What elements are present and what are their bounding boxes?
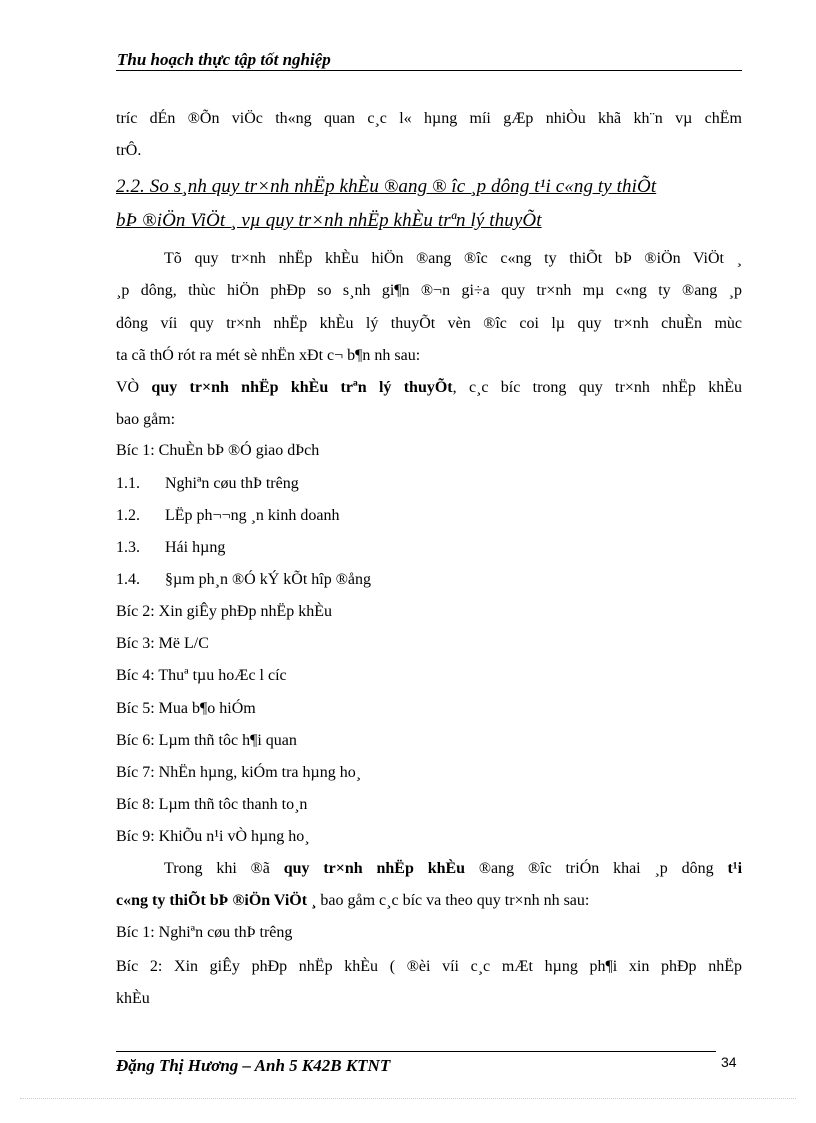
sub-step-number: 1.1. — [116, 475, 140, 492]
paragraph-line: tríc dÉn ®Õn viÖc th«ng quan c¸c l« hµng míi gÆp nhiÒu khã kh¨n vµ chËm — [116, 110, 742, 127]
header-rule — [116, 70, 742, 71]
step-item: Bíc 3: Më L/C — [116, 635, 209, 652]
sub-step-number: 1.2. — [116, 507, 140, 524]
sub-step-item — [116, 538, 742, 558]
bold-text-run: t¹i — [727, 860, 743, 877]
running-header-title: Thu hoạch thực tập tốt nghiệp — [117, 50, 331, 69]
text-run: Trong khi ®ã — [164, 860, 284, 877]
paragraph-line: ta cã thÓ rót ra mét sè nhËn xÐt c¬ b¶n nh sau: — [116, 347, 421, 364]
step-item: Bíc 4: Thuª tµu hoÆc l cíc — [116, 667, 287, 684]
section-heading-line-1: 2.2. So s¸nh quy tr×nh nhËp khÈu ®ang ® îc ¸p dông t¹i c«ng ty thiÕt — [116, 176, 657, 197]
paragraph-line: Tõ quy tr×nh nhËp khÈu hiÖn ®ang ®îc c«ng ty thiÕt bÞ ®iÖn ViÖt ¸ — [164, 250, 742, 267]
bold-text-run: quy tr×nh nhËp khÈu trªn lý thuyÕt — [151, 379, 453, 396]
footer-rule — [116, 1051, 716, 1052]
step-item: Bíc 7: NhËn hµng, kiÓm tra hµng ho¸ — [116, 764, 362, 781]
page-edge-divider — [20, 1098, 796, 1099]
paragraph-line: dông víi quy tr×nh nhËp khÈu lý thuyÕt vèn ®îc coi lµ quy tr×nh chuÈn mùc — [116, 315, 742, 332]
text-run: ®ang ®îc triÓn khai ¸p dông — [465, 860, 728, 877]
sub-step-number: 1.4. — [116, 571, 140, 588]
paragraph-line: bao gåm: — [116, 411, 176, 428]
sub-step-number: 1.3. — [116, 539, 140, 556]
sub-step-text: Hái hµng — [165, 539, 226, 556]
paragraph-line — [164, 859, 742, 879]
bold-text-run: quy tr×nh nhËp khÈu — [283, 860, 466, 877]
step-item: Bíc 9: KhiÕu n¹i vÒ hµng ho¸ — [116, 828, 310, 845]
footer-author: Đặng Thị Hương – Anh 5 K42B KTNT — [116, 1056, 391, 1075]
paragraph-line: trÔ. — [116, 142, 142, 159]
paragraph-line: Bíc 2: Xin giÊy phÐp nhËp khÈu ( ®èi víi c¸c mÆt hµng ph¶i xin phÐp nhËp — [116, 958, 742, 975]
sub-step-item — [116, 570, 742, 590]
step-item: Bíc 1: Nghiªn cøu thÞ trêng — [116, 924, 293, 941]
text-run: , c¸c bíc trong quy tr×nh nhËp khÈu — [452, 379, 743, 396]
page-number: 34 — [721, 1054, 737, 1070]
step-item: Bíc 8: Lµm thñ tôc thanh to¸n — [116, 796, 308, 813]
text-run: bao gåm c¸c bíc va theo quy tr×nh nh sau: — [316, 892, 590, 909]
bold-text-run: c«ng ty thiÕt bÞ ®iÖn ViÖt ¸ — [116, 892, 317, 909]
sub-step-text: §µm ph¸n ®Ó kÝ kÕt hîp ®ång — [165, 571, 371, 588]
paragraph-line: ¸p dông, thùc hiÖn phÐp so s¸nh gi¶n ®¬n gi÷a quy tr×nh mµ c«ng ty ®ang ¸p — [116, 282, 742, 299]
sub-step-item — [116, 474, 742, 494]
step-item: Bíc 5: Mua b¶o hiÓm — [116, 700, 256, 717]
paragraph-line: khÈu — [116, 990, 150, 1007]
section-heading-line-2: bÞ ®iÖn ViÖt ¸ vµ quy tr×nh nhËp khÈu trªn lý thuyÕt — [116, 210, 542, 231]
paragraph-line — [116, 891, 742, 911]
step-item: Bíc 1: ChuÈn bÞ ®Ó giao dÞch — [116, 442, 320, 459]
paragraph-line — [116, 378, 742, 398]
sub-step-item — [116, 506, 742, 526]
sub-step-text: LËp ph¬¬ng ¸n kinh doanh — [165, 507, 340, 524]
sub-step-text: Nghiªn cøu thÞ trêng — [165, 475, 299, 492]
text-run: VÒ — [116, 379, 152, 396]
step-item: Bíc 6: Lµm thñ tôc h¶i quan — [116, 732, 297, 749]
step-item: Bíc 2: Xin giÊy phÐp nhËp khÈu — [116, 603, 332, 620]
